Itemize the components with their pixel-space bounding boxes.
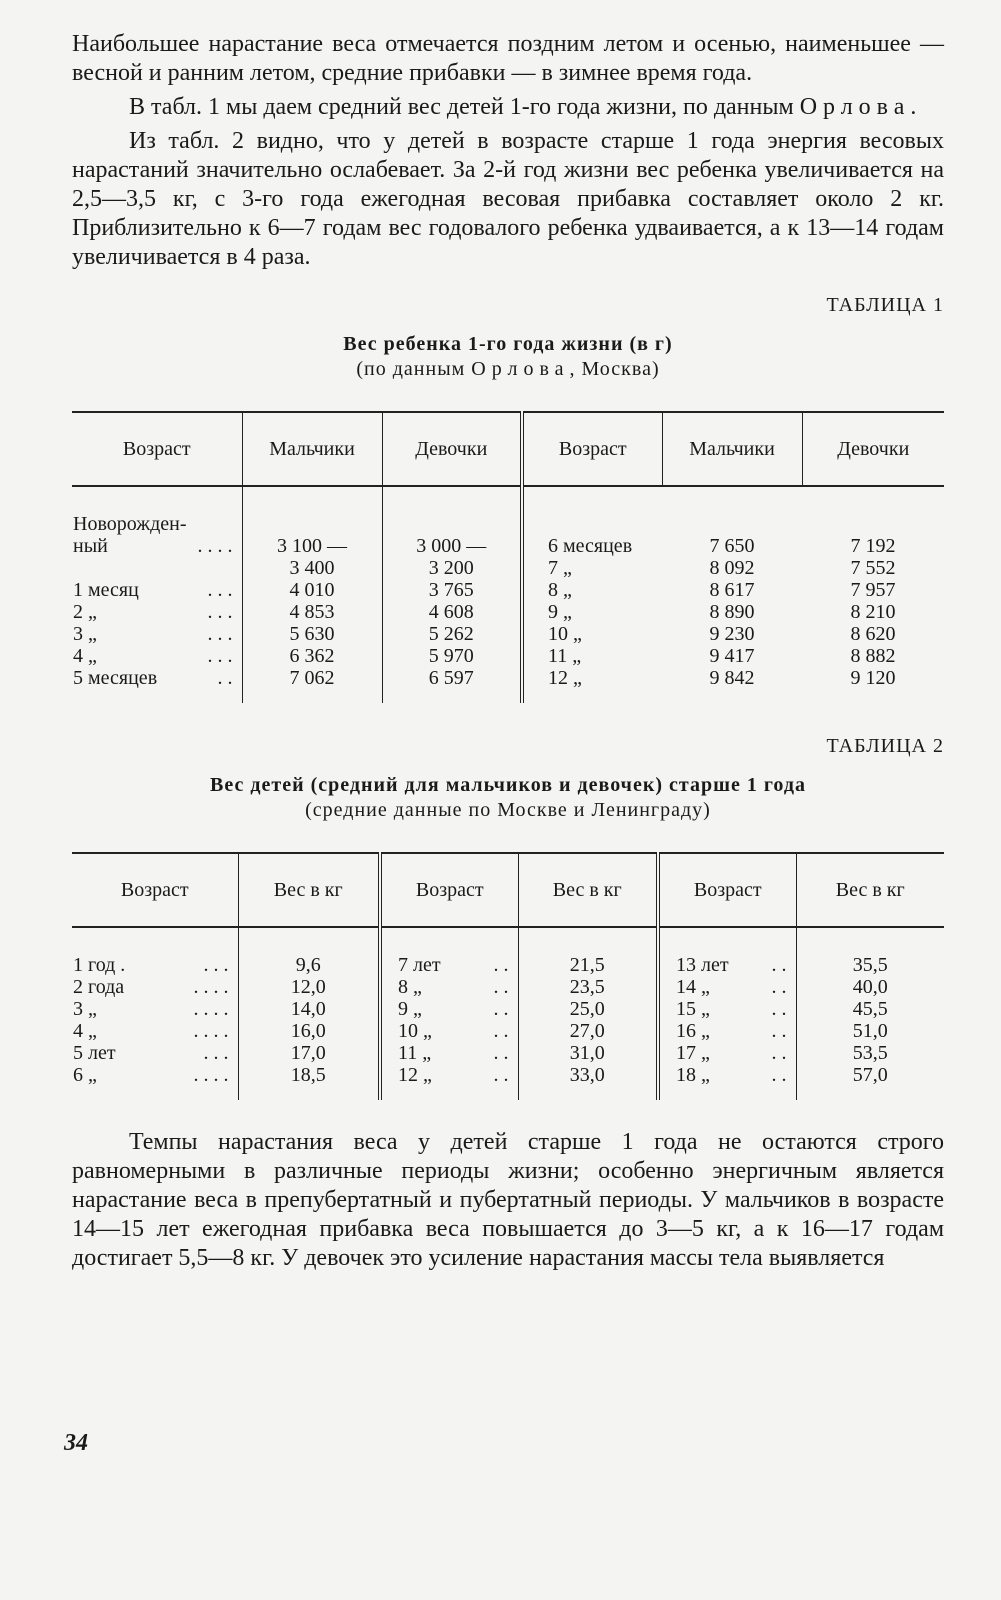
leader-dots: . .: [493, 1042, 509, 1064]
page: [72, 30, 944, 1273]
age-label: 3 „: [73, 998, 97, 1020]
table1-body: [72, 486, 944, 703]
table1-boys-cell: 4 010: [289, 579, 335, 601]
age-label: 14 „: [676, 976, 710, 998]
table2-weight-cell-1: 17,0: [290, 1042, 326, 1064]
age-label: ный: [73, 535, 108, 557]
leader-dots: . . .: [203, 1042, 229, 1064]
table2-age-column-1: [72, 927, 238, 1100]
table1-age-cell-2: [548, 513, 661, 535]
table1-girls-cell-2: 9 120: [850, 667, 896, 689]
table1-boys-cell-2: 7 650: [709, 535, 755, 557]
table2-weight-cell-2: 25,0: [569, 998, 605, 1020]
table2-weight-column-3: [796, 927, 944, 1100]
age-label: 12 „: [398, 1064, 432, 1086]
table1-girls-cell-2: 8 210: [850, 601, 896, 623]
table1-boys-column: [242, 486, 382, 703]
age-label: 1 год .: [73, 954, 126, 976]
table2-body: [72, 927, 944, 1100]
table2-age-cell-2: [398, 998, 517, 1020]
table2-age-cell-1: [73, 976, 237, 998]
table1-girls-cell: [384, 513, 520, 535]
age-label: 11 „: [398, 1042, 432, 1064]
table2-age-cell-2: [398, 1042, 517, 1064]
table2-weight-cell-1: 16,0: [290, 1020, 326, 1042]
table1-girls-cell: 3 200: [428, 557, 474, 579]
table1-age-cell: [73, 601, 241, 623]
age-label: 6 „: [73, 1064, 97, 1086]
leader-dots: . .: [493, 954, 509, 976]
table1-subtitle-c: , Москва): [569, 358, 660, 380]
paragraph-2-end: .: [910, 94, 917, 120]
table1-girls-cell-2: 7 957: [850, 579, 896, 601]
table2-header-age-1: Возраст: [72, 853, 238, 927]
table1-boys-cell: 3 400: [289, 557, 335, 579]
table2-title: Вес детей (средний для мальчиков и девочек) старше 1 года: [210, 774, 806, 796]
leader-dots: . .: [493, 998, 509, 1020]
table1-subtitle-author: Орлова: [471, 358, 570, 380]
table2-age-cell-1: [73, 1020, 237, 1042]
table2-header-age-2: Возраст: [380, 853, 518, 927]
table2-age-cell-2: [398, 1064, 517, 1086]
table1-header-boys: Мальчики: [242, 412, 382, 486]
table2-age-cell-2: [398, 954, 517, 976]
age-label: 7 лет: [398, 954, 441, 976]
page-number: 34: [64, 1430, 88, 1456]
leader-dots: . . .: [207, 601, 233, 623]
age-label: 3 „: [73, 623, 97, 645]
table1-age-cell-2: 12 „: [548, 667, 582, 689]
table1-girls-cell-2: 8 620: [850, 623, 896, 645]
table1-header-girls: Девочки: [382, 412, 522, 486]
table1-boys-cell-2: 8 890: [709, 601, 755, 623]
table2-age-cell-1: [73, 1064, 237, 1086]
table1-girls-cell-2: [803, 513, 943, 535]
table2-label: ТАБЛИЦА 2: [826, 735, 944, 757]
table1-age-cell: [73, 579, 241, 601]
table1-girls-cell: 4 608: [428, 601, 474, 623]
table1-boys-column-2: [662, 486, 802, 703]
leader-dots: . .: [493, 1020, 509, 1042]
age-label: 1 месяц: [73, 579, 139, 601]
table1-boys-cell-2: 9 230: [709, 623, 755, 645]
table1: [72, 411, 944, 703]
table1-label: ТАБЛИЦА 1: [826, 294, 944, 316]
table2-weight-cell-2: 21,5: [569, 954, 605, 976]
paragraph-2: [72, 93, 944, 122]
table1-age-cell-2: 7 „: [548, 557, 572, 579]
leader-dots: . .: [771, 998, 787, 1020]
table1-boys-cell: 6 362: [289, 645, 335, 667]
table1-header-row: [72, 412, 944, 486]
table2-age-cell-2: [398, 976, 517, 998]
leader-dots: . .: [771, 954, 787, 976]
table2-weight-cell-2: 33,0: [569, 1064, 605, 1086]
table2-age-cell-3: [676, 954, 795, 976]
table1-age-cell: [73, 623, 241, 645]
table1-header-girls-2: Девочки: [802, 412, 944, 486]
table2-age-column-2: [380, 927, 518, 1100]
age-label: 16 „: [676, 1020, 710, 1042]
table1-girls-column: [382, 486, 522, 703]
table1-boys-cell: [244, 513, 381, 535]
table2-weight-cell-2: 23,5: [569, 976, 605, 998]
table1-boys-cell-2: 9 842: [709, 667, 755, 689]
leader-dots: . . .: [207, 645, 233, 667]
table2-weight-cell-3: 53,5: [852, 1042, 888, 1064]
age-label: 18 „: [676, 1064, 710, 1086]
table2-weight-column-1: [238, 927, 380, 1100]
table1-age-cell-2: 8 „: [548, 579, 572, 601]
leader-dots: . .: [771, 1042, 787, 1064]
table1-age-cell: [73, 557, 241, 579]
paragraph-1: Наибольшее нарастание веса отмечается поздним летом и осенью, наименьшее — весной и ранним летом, средние прибавки — в зимнее время года.: [72, 31, 944, 86]
table1-age-cell-2: 11 „: [548, 645, 582, 667]
table1-girls-cell-2: 7 552: [850, 557, 896, 579]
table2-header-age-3: Возраст: [658, 853, 796, 927]
table2-weight-cell-3: 35,5: [852, 954, 888, 976]
table2-age-cell-2: [398, 1020, 517, 1042]
table1-boys-cell-2: [663, 513, 801, 535]
table1-girls-cell: 3 000 —: [416, 535, 487, 557]
table1-age-column: [72, 486, 242, 703]
age-label: [73, 557, 78, 579]
age-label: Новорожден-: [73, 513, 187, 535]
table2-age-cell-3: [676, 1020, 795, 1042]
table2-header-weight-3: Вес в кг: [796, 853, 944, 927]
age-label: 17 „: [676, 1042, 710, 1064]
table1-subtitle-a: (по данным: [356, 358, 472, 380]
table2-weight-cell-2: 31,0: [569, 1042, 605, 1064]
leader-dots: . .: [217, 667, 233, 689]
paragraph-bottom: Темпы нарастания веса у детей старше 1 года не остаются строго равномерными в различные периоды жизни; особенно энергичным является нарастание веса в препубертатный и пубертатный периоды. У мальчиков в возрасте 14—15 лет ежегодная прибавка веса повышается до 3—5 кг, а к 16—17 годам достигает 5,5—8 кг. У девочек это усиление нарастания массы тела выявляется: [72, 1129, 944, 1271]
leader-dots: . . . .: [193, 1064, 229, 1086]
leader-dots: . . . .: [193, 998, 229, 1020]
leader-dots: . .: [771, 1064, 787, 1086]
table2-weight-cell-3: 51,0: [852, 1020, 888, 1042]
table2-weight-cell-1: 14,0: [290, 998, 326, 1020]
table2-age-cell-3: [676, 976, 795, 998]
table1-boys-cell: 5 630: [289, 623, 335, 645]
table1-header-age: Возраст: [72, 412, 242, 486]
table1-age-cell: [73, 513, 241, 535]
table2-weight-cell-1: 18,5: [290, 1064, 326, 1086]
table2-header-weight-2: Вес в кг: [518, 853, 658, 927]
table1-age-cell-2: 10 „: [548, 623, 582, 645]
table2-weight-cell-2: 27,0: [569, 1020, 605, 1042]
leader-dots: . . . .: [193, 976, 229, 998]
table1-age-cell-2: 6 месяцев: [548, 535, 633, 557]
age-label: 10 „: [398, 1020, 432, 1042]
table1-header-age-2: Возраст: [522, 412, 662, 486]
age-label: 15 „: [676, 998, 710, 1020]
paragraph-2-text: В табл. 1 мы даем средний вес детей 1-го года жизни, по данным: [129, 94, 800, 120]
leader-dots: . .: [771, 976, 787, 998]
table1-boys-cell: 3 100 —: [277, 535, 347, 557]
leader-dots: . . .: [207, 623, 233, 645]
table2-header-weight-1: Вес в кг: [238, 853, 380, 927]
table1-age-cell: [73, 645, 241, 667]
table1-girls-cell-2: 7 192: [850, 535, 896, 557]
table1-girls-cell: 5 970: [428, 645, 474, 667]
table2-weight-column-2: [518, 927, 658, 1100]
table2-age-cell-3: [676, 1042, 795, 1064]
age-label: 4 „: [73, 645, 97, 667]
table1-girls-cell: 6 597: [428, 667, 474, 689]
leader-dots: . . .: [207, 579, 233, 601]
age-label: 2 „: [73, 601, 97, 623]
table1-age-column-2: [522, 486, 662, 703]
leader-dots: . .: [493, 976, 509, 998]
table2-age-cell-1: [73, 1042, 237, 1064]
age-label: 9 „: [398, 998, 422, 1020]
table1-title: Вес ребенка 1-го года жизни (в г): [343, 333, 673, 355]
table2-age-column-3: [658, 927, 796, 1100]
table2-age-cell-1: [73, 998, 237, 1020]
leader-dots: . . .: [203, 954, 229, 976]
table2-weight-cell-3: 40,0: [852, 976, 888, 998]
table1-girls-column-2: [802, 486, 944, 703]
table1-girls-cell-2: 8 882: [850, 645, 896, 667]
paragraph-3: Из табл. 2 видно, что у детей в возрасте старше 1 года энергия весовых нарастаний значительно ослабевает. За 2-й год жизни вес ребенка увеличивается на 2,5—3,5 кг, с 3-го года ежегодная весовая прибавка составляет около 2 кг. Приблизительно к 6—7 годам вес годовалого ребенка удваивается, а к 13—14 годам увеличивается в 4 раза.: [72, 128, 944, 270]
table2-age-cell-3: [676, 1064, 795, 1086]
age-label: 8 „: [398, 976, 422, 998]
table1-age-cell: [73, 535, 241, 557]
age-label: 13 лет: [676, 954, 729, 976]
table1-boys-cell-2: 8 617: [709, 579, 755, 601]
table1-boys-cell-2: 9 417: [709, 645, 755, 667]
age-label: 5 лет: [73, 1042, 116, 1064]
table2-age-cell-3: [676, 998, 795, 1020]
table1-age-cell-2: 9 „: [548, 601, 572, 623]
age-label: 2 года: [73, 976, 125, 998]
table2-weight-cell-3: 45,5: [852, 998, 888, 1020]
table1-subtitle: [72, 358, 944, 381]
table2-weight-cell-3: 57,0: [852, 1064, 888, 1086]
leader-dots: . . . .: [197, 535, 233, 557]
table2-weight-cell-1: 12,0: [290, 976, 326, 998]
leader-dots: . . . .: [193, 1020, 229, 1042]
age-label: 4 „: [73, 1020, 97, 1042]
table1-header-boys-2: Мальчики: [662, 412, 802, 486]
leader-dots: . .: [771, 1020, 787, 1042]
table2-age-cell-1: [73, 954, 237, 976]
leader-dots: . .: [493, 1064, 509, 1086]
author-name: Орлова: [799, 94, 911, 120]
table2-header-row: [72, 853, 944, 927]
table2-weight-cell-1: 9,6: [295, 954, 321, 976]
table1-boys-cell-2: 8 092: [709, 557, 755, 579]
table2: [72, 852, 944, 1100]
table2-subtitle: (средние данные по Москве и Ленинграду): [305, 799, 711, 821]
table1-age-cell: [73, 667, 241, 689]
table1-girls-cell: 5 262: [428, 623, 474, 645]
table1-girls-cell: 3 765: [428, 579, 474, 601]
age-label: 5 месяцев: [73, 667, 158, 689]
table1-boys-cell: 4 853: [289, 601, 335, 623]
table1-boys-cell: 7 062: [289, 667, 335, 689]
